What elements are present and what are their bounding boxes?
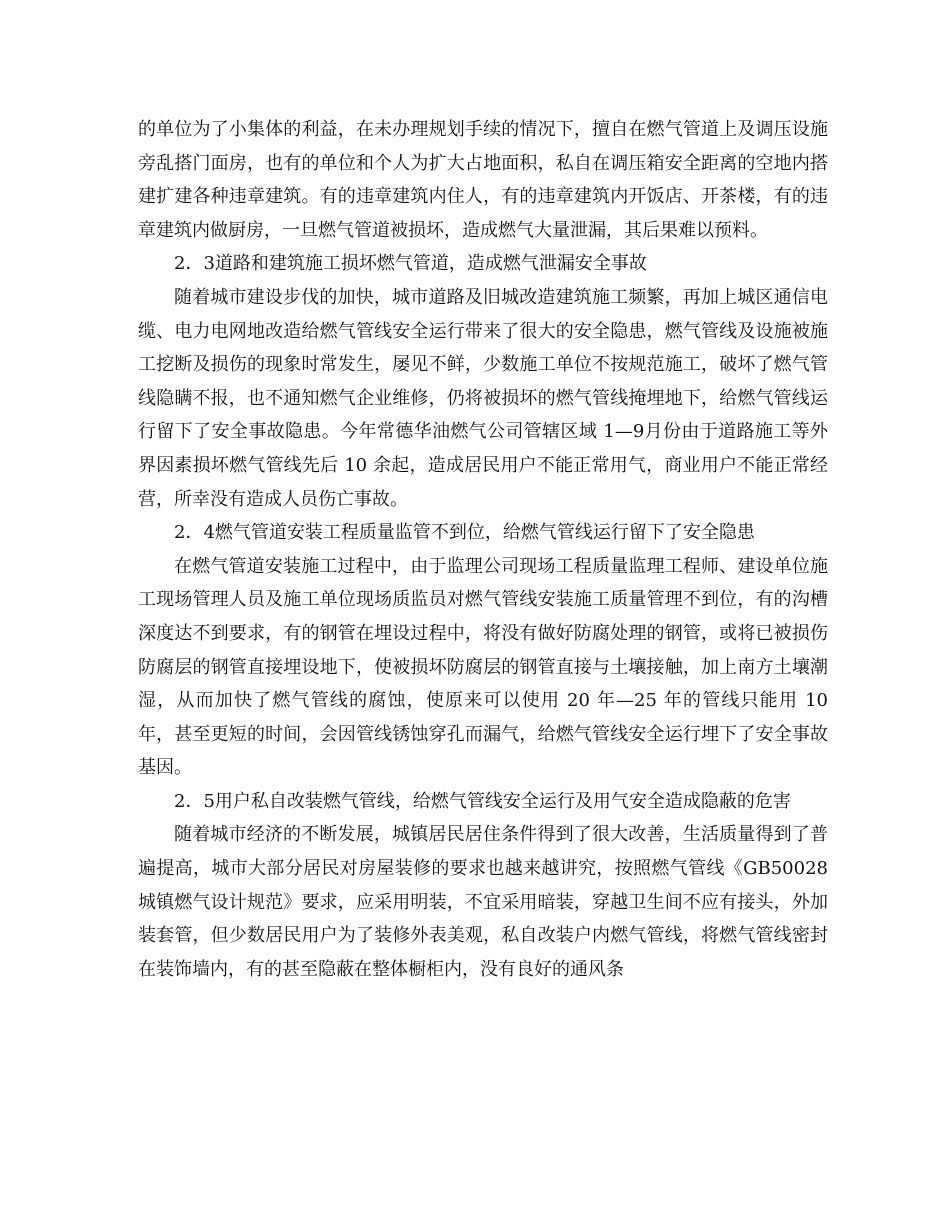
paragraph-continued-illegal-buildings: 的单位为了小集体的利益，在未办理规划手续的情况下，擅自在燃气管道上及调压设施旁乱搭门面房，也有的单位和个人为扩大占地面积，私自在调压箱安全距离的空地内搭建扩建各种违章建筑。有的违章建筑内住人，有的违章建筑内开饭店、开茶楼，有的违章建筑内做厨房，一旦燃气管道被损坏，造成燃气大量泄漏，其后果难以预料。: [138, 119, 828, 241]
paragraph-private-modification: 随着城市经济的不断发展，城镇居民居住条件得到了很大改善，生活质量得到了普遍提高，城市大部分居民对房屋装修的要求也越来越讲究，按照燃气管线《GB50028 城镇燃气设计规范》要求，应采用明装，不宜采用暗装，穿越卫生间不应有接头，外加装套管，但少数居民用户为了装修外表美观，私自改装户内燃气管线，将燃气管线密封在装饰墙内，有的甚至隐蔽在整体橱柜内，没有良好的通风条: [138, 824, 828, 980]
paragraph-quality-supervision: 在燃气管道安装施工过程中，由于监理公司现场工程质量监理工程师、建设单位施工现场管理人员及施工单位现场质监员对燃气管线安装施工质量管理不到位，有的沟槽深度达不到要求，有的钢管在埋设过程中，将没有做好防腐处理的钢管，或将已被损伤防腐层的钢管直接埋设地下，使被损坏防腐层的钢管直接与土壤接触，加上南方土壤潮湿，从而加快了燃气管线的腐蚀，使原来可以使用 20 年—25 年的管线只能用 10 年，甚至更短的时间，会因管线锈蚀穿孔而漏气，给燃气管线安全运行埋下了安全事故基因。: [138, 555, 828, 779]
section-heading-2-4: 2．4燃气管道安装工程质量监管不到位，给燃气管线运行留下了安全隐患: [174, 522, 755, 544]
section-heading-2-3: 2．3道路和建筑施工损坏燃气管道，造成燃气泄漏安全事故: [174, 253, 647, 275]
section-heading-2-5: 2．5用户私自改装燃气管线，给燃气管线安全运行及用气安全造成隐蔽的危害: [174, 790, 791, 812]
document-body: [138, 113, 828, 986]
paragraph-construction-damage: 随着城市建设步伐的加快，城市道路及旧城改造建筑施工频繁，再加上城区通信电缆、电力电网地改造给燃气管线安全运行带来了很大的安全隐患，燃气管线及设施被施工挖断及损伤的现象时常发生，屡见不鲜，少数施工单位不按规范施工，破坏了燃气管线隐瞒不报，也不通知燃气企业维修，仍将被损坏的燃气管线掩埋地下，给燃气管线运行留下了安全事故隐患。今年常德华油燃气公司管辖区域 1—9月份由于道路施工等外界因素损坏燃气管线先后 10 余起，造成居民用户不能正常用气，商业用户不能正常经营，所幸没有造成人员伤亡事故。: [138, 286, 828, 510]
